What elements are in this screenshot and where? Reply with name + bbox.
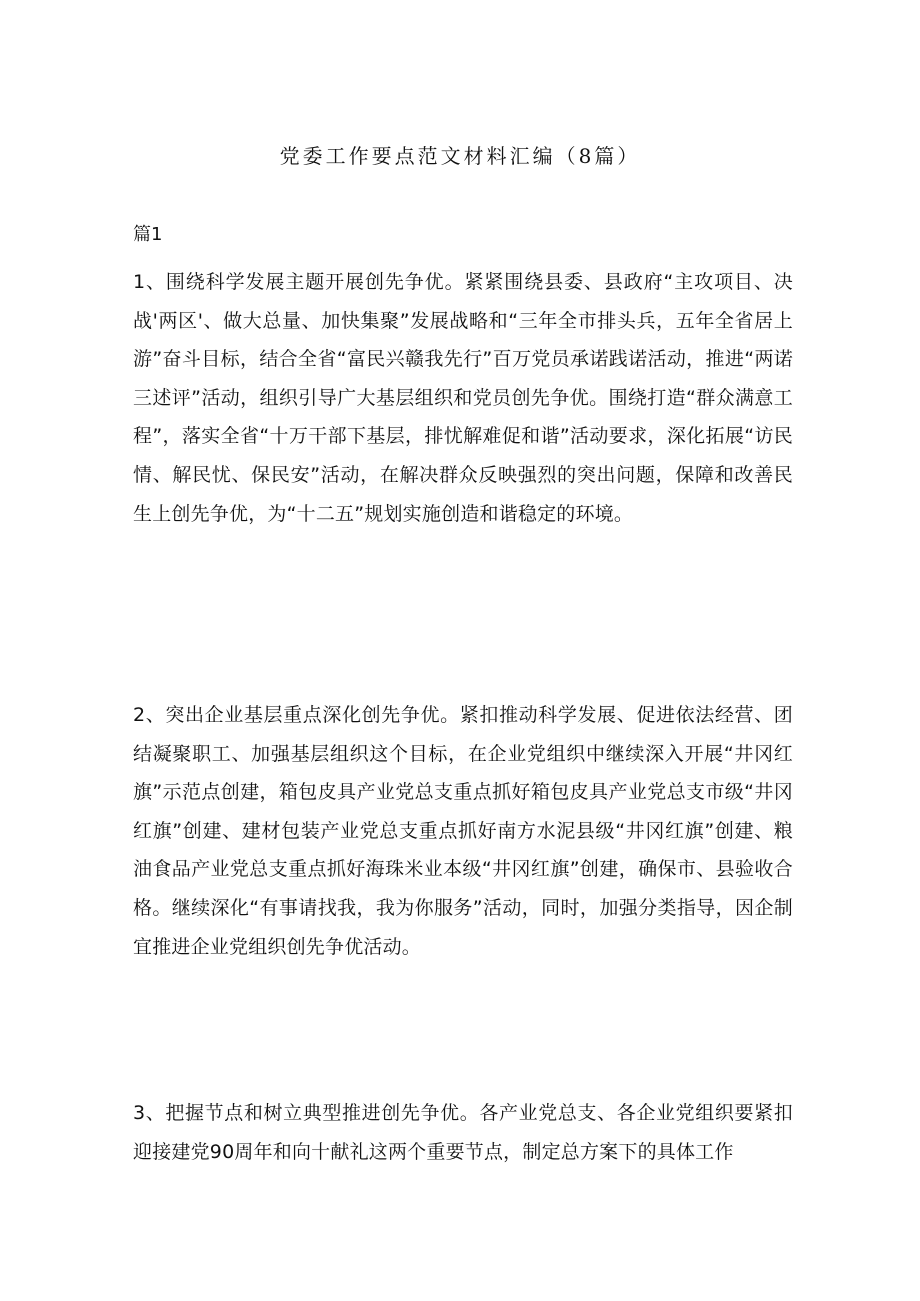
paragraph-3: 3、把握节点和树立典型推进创先争优。各产业党总支、各企业党组织要紧扣迎接建党90周年和向十献礼这两个重要节点，制定总方案下的具体工作 [133,1102,793,1163]
paragraph-2: 2、突出企业基层重点深化创先争优。紧扣推动科学发展、促进依法经营、团结凝聚职工、加强基层组织这个目标，在企业党组织中继续深入开展“井冈红旗”示范点创建，箱包皮具产业党总支重点抓好箱包皮具产业党总支市级“井冈红旗”创建、建材包装产业党总支重点抓好南方水泥县级“井冈红旗”创建、粮油食品产业党总支重点抓好海珠米业本级“井冈红旗”创建，确保市、县验收合格。继续深化“有事请找我，我为你服务”活动，同时，加强分类指导，因企制宜推进企业党组织创先争优活动。 [133,704,793,958]
section-label: 篇1 [133,224,163,245]
paragraph-1: 1、围绕科学发展主题开展创先争优。紧紧围绕县委、县政府“主攻项目、决战'两区'、做大总量、加快集聚”发展战略和“三年全市排头兵，五年全省居上游”奋斗目标，结合全省“富民兴赣我先行”百万党员承诺践诺活动，推进“两诺三述评”活动，组织引导广大基层组织和党员创先争优。围绕打造“群众满意工程”，落实全省“十万干部下基层，排忧解难促和谐”活动要求，深化拓展“访民情、解民忧、保民安”活动，在解决群众反映强烈的突出问题，保障和改善民生上创先争优，为“十二五”规划实施创造和谐稳定的环境。 [133,271,793,525]
document-title: 党委工作要点范文材料汇编（8篇） [279,144,641,168]
